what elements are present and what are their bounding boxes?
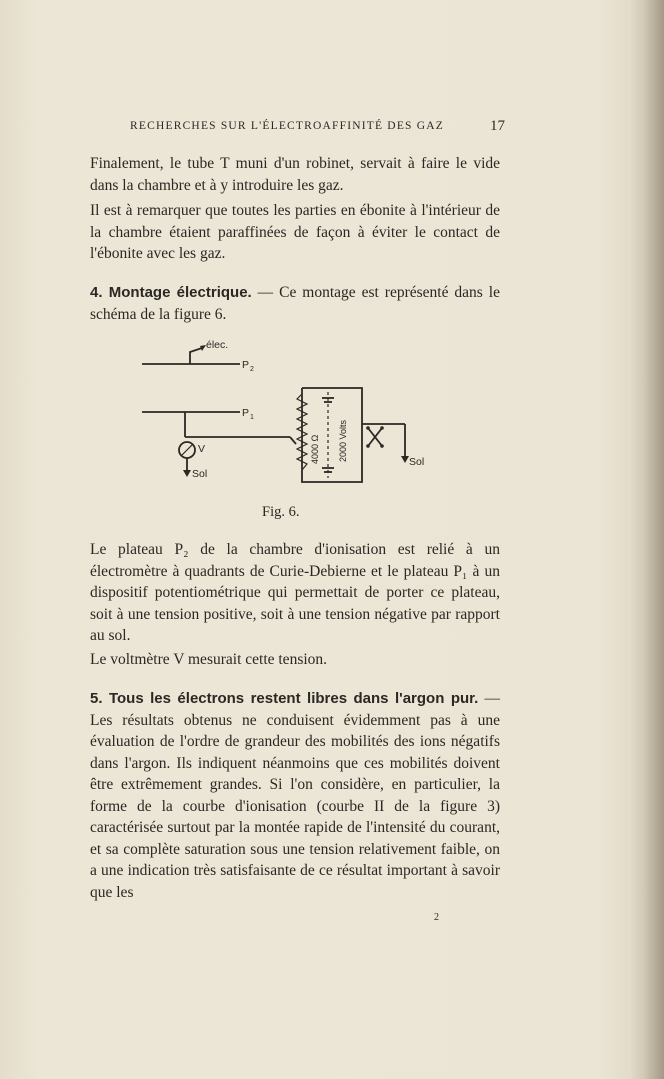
running-title: RECHERCHES SUR L'ÉLECTROAFFINITÉ DES GAZ [130, 120, 444, 132]
ground-arrow-right [401, 456, 409, 463]
label-resistance: 4000 Ω [310, 434, 320, 464]
page-number: 17 [490, 118, 505, 134]
signature-mark: 2 [434, 912, 439, 923]
section-5-title: 5. Tous les électrons restent libres dans l'argon pur. [90, 690, 479, 707]
figure-6-diagram [130, 332, 440, 492]
label-sol-left: Sol [192, 468, 208, 480]
paragraph: Finalement, le tube T muni d'un robinet, servait à faire le vide dans la chambre et à y introduire les gaz. [90, 155, 500, 194]
section-5-paragraph [90, 688, 500, 903]
paragraphs-top [90, 153, 500, 265]
voltmeter-needle [182, 444, 193, 455]
label-v: V [198, 443, 206, 455]
label-p2-sub: 2 [250, 366, 254, 373]
paragraphs-mid [90, 539, 500, 670]
label-elec: élec. [206, 339, 229, 351]
section-4-title: 4. Montage électrique. [90, 284, 252, 301]
section-4-text: — Ce montage est représenté dans le schéma de la figure 6. [90, 284, 500, 323]
switch-terminal [380, 444, 384, 448]
label-sol-right: Sol [409, 456, 425, 468]
section-5-text: — Les résultats obtenus ne conduisent évidemment pas à une évaluation de l'ordre de grandeur des mobilités des ions négatifs dans l'argon. Ils indiquent néanmoins que ces mobilités doivent être extrêmement grandes. Si l'on considère, en particulier, la forme de la courbe d'ionisation (courbe II de la figure 3) caractérisée surtout par la montée rapide de l'intensité du courant, et sa complète saturation sous une tension relativement faible, on a une indication très satisfaisante de ce résultat important à savoir que les [90, 690, 500, 901]
switch-terminal [380, 426, 384, 430]
label-p1-sub: 1 [250, 414, 254, 421]
figure-caption: Fig. 6. [262, 504, 300, 520]
electrometer-lead [190, 348, 202, 364]
ground-arrow-left [183, 470, 191, 477]
slider-contact [290, 437, 296, 444]
label-p1: P [242, 407, 250, 419]
section-4-paragraph [90, 282, 500, 325]
label-voltage: 2000 Volts [338, 419, 348, 462]
paragraph: Le plateau P₂ de la chambre d'ionisation est relié à un électromètre à quadrants de Curie-Debierne et le plateau P₁ à un dispositif potentiométrique qui permettait de porter ce plateau, soit à une tension positive, soit à une tension négative par rapport au sol. [90, 541, 500, 644]
label-p2: P [242, 359, 250, 371]
paragraph: Il est à remarquer que toutes les parties en ébonite à l'intérieur de la chambre étaient paraffinées de façon à éviter le contact de l'ébonite avec les gaz. [90, 202, 500, 262]
switch-terminal [366, 426, 370, 430]
section-5 [90, 688, 500, 903]
switch-terminal [366, 444, 370, 448]
paragraph: Le voltmètre V mesurait cette tension. [90, 650, 328, 668]
section-4 [90, 282, 500, 325]
page-edge-shadow [630, 0, 664, 1079]
